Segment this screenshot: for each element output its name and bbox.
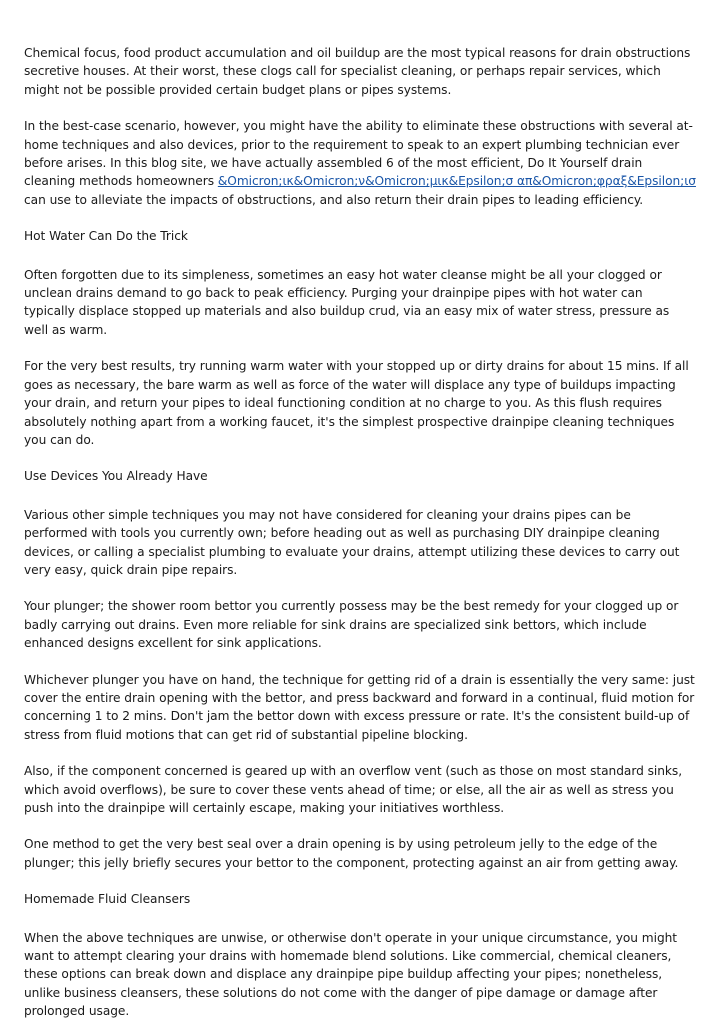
paragraph-petroleum-jelly: One method to get the very best seal over a drain opening is by using petroleum jelly to the edge of the plunger; this jelly briefly secures your bettor to the component, protecting against an air from getting away. (24, 837, 679, 870)
paragraph-methods-text-after: can use to alleviate the impacts of obstructions, and also return their drain pipes to leading efficiency. (24, 192, 644, 207)
paragraph-hot-water-2: For the very best results, try running warm water with your stopped up or dirty drains for about 15 mins. If all goes as necessary, the bare warm as well as force of the water will displace any type of buildups impacting your drain, and return your pipes to ideal functioning condition at no charge to you. As this flush requires absolutely nothing apart from a working faucet, it's the simplest prospective drainpipe cleaning techniques you can do. (24, 359, 689, 447)
paragraph-intro: Chemical focus, food product accumulation and oil buildup are the most typical reasons for drain obstructions secretive houses. At their worst, these clogs call for specialist cleaning, or perhaps repair services, which might not be possible provided certain budget plans or pipes systems. (24, 46, 691, 97)
paragraph-devices-1: Various other simple techniques you may not have considered for cleaning your drains pipes can be performed with tools you currently own; before heading out as well as purchasing DIY drainpipe cleaning devices, or calling a specialist plumbing to evaluate your drains, attempt utilizing these devices to carry out very easy, quick drain pipe repairs. (24, 507, 680, 577)
paragraph-overflow-vent: Also, if the component concerned is geared up with an overflow vent (such as those on most standard sinks, which avoid overflows), be sure to cover these vents ahead of time; or else, all the air as well as stress you push into the drainpipe will certainly escape, making your initiatives worthless. (24, 764, 683, 815)
section-heading-homemade-cleansers: Homemade Fluid Cleansers (24, 892, 191, 907)
paragraph-methods (24, 117, 696, 209)
section-heading-hot-water: Hot Water Can Do the Trick (24, 229, 188, 244)
paragraph-methods-text-before: In the best-case scenario, however, you might have the ability to eliminate these obstructions with several at-home techniques and also devices, prior to the requirement to speak to an expert plumbing technician ever before arises. In this blog site, we have actually assembled 6 of the most efficient, Do It Yourself drain cleaning methods homeowners (24, 119, 693, 189)
section-heading-devices: Use Devices You Already Have (24, 469, 208, 484)
paragraph-hot-water-1: Often forgotten due to its simpleness, sometimes an easy hot water cleanse might be all your clogged or unclean drains demand to go back to peak efficiency. Purging your drainpipe pipes with hot water can typically displace stopped up materials and also buildup crud, via an easy mix of water stress, pressure as well as warm. (24, 267, 670, 337)
paragraph-homemade-cleansers: When the above techniques are unwise, or otherwise don't operate in your unique circumstance, you might want to attempt clearing your drains with homemade blend solutions. Like commercial, chemical cleaners, these options can break down and displace any drainpipe pipe buildup affecting your pipes; nonetheless, unlike business cleansers, these solutions do not come with the danger of pipe damage or damage after prolonged usage. (24, 930, 678, 1019)
homeowners-link[interactable]: &Omicron;ικ&Omicron;ν&Omicron;μικ&Epsilon;σ απ&Omicron;φραξ&Epsilon;ισ (217, 174, 696, 189)
paragraph-plunger-technique: Whichever plunger you have on hand, the technique for getting rid of a drain is essentially the very same: just cover the entire drain opening with the bettor, and press backward and forward in a continual, fluid motion for concerning 1 to 2 mins. Don't jam the bettor down with excess pressure or rate. It's the consistent build-up of stress from fluid motions that can get rid of substantial pipeline blocking. (24, 672, 695, 742)
paragraph-plunger: Your plunger; the shower room bettor you currently possess may be the best remedy for your clogged up or badly carrying out drains. Even more reliable for sink drains are specialized sink bettors, which include enhanced designs excellent for sink applications. (24, 599, 679, 651)
